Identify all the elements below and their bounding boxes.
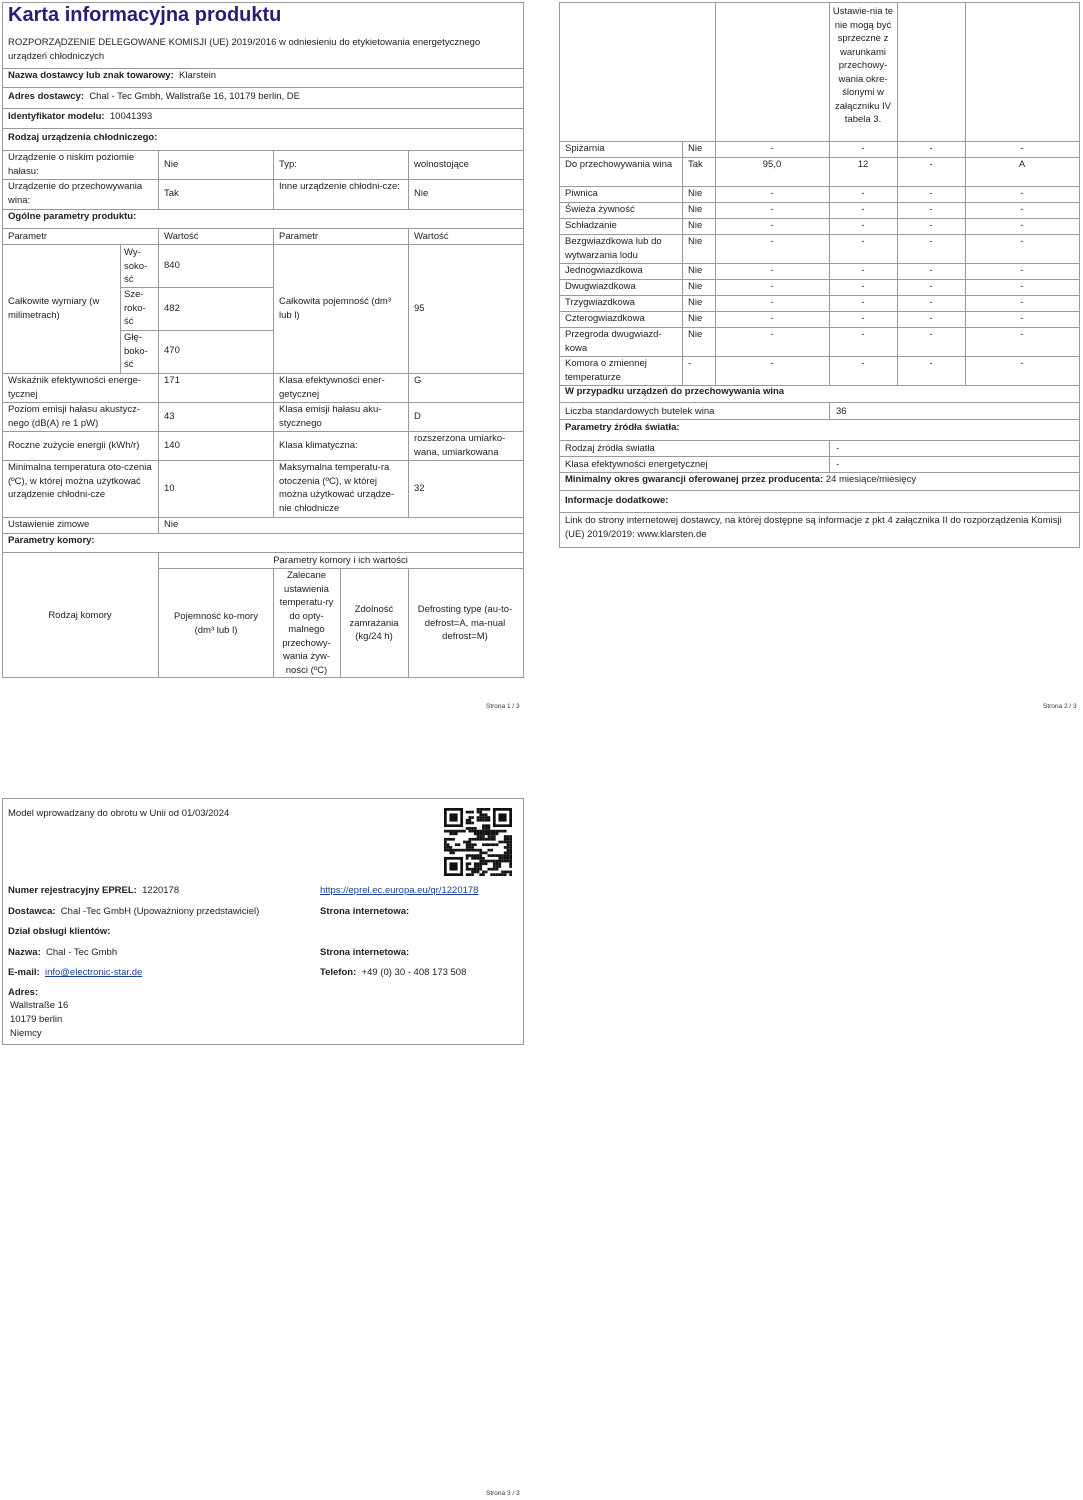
compartment-vol: -: [770, 204, 774, 215]
address-label-p3: Adres:: [8, 987, 39, 998]
wine-value: Tak: [164, 188, 179, 199]
column-divider: [715, 141, 716, 385]
compartment-freeze: -: [929, 297, 933, 308]
website-label-2: Strona internetowa:: [320, 947, 410, 958]
compartment-present: Nie: [688, 236, 703, 247]
compartment-temp: -: [861, 281, 865, 292]
other-value: Nie: [414, 188, 429, 199]
light-header: Parametry źródła światła:: [565, 422, 680, 433]
comp-temp: Zalecane ustawienia temperatu-ry do opty-malnego przechowy-wania żyw-ności (ºC): [279, 570, 334, 676]
compartment-defrost: -: [1020, 204, 1024, 215]
compartment-name: Komora o zmiennej temperaturze: [565, 358, 647, 383]
compartment-temp: -: [861, 188, 865, 199]
wine-header: W przypadku urządzeń do przechowywania wina: [565, 386, 785, 397]
compartment-present: Nie: [688, 220, 703, 231]
volume-value: 95: [414, 303, 425, 314]
wine-label: Urządzenie do przechowywania wina:: [8, 181, 143, 206]
dims-label: Całkowite wymiary (w milimetrach): [8, 296, 100, 321]
compartment-defrost: -: [1020, 358, 1024, 369]
typ-value: wolnostojące: [414, 159, 469, 170]
column-divider: [965, 141, 966, 385]
compartment-defrost: -: [1020, 220, 1024, 231]
address-label: Adres dostawcy:: [8, 91, 85, 102]
compartment-name: Schładzanie: [565, 220, 617, 231]
winter-value: Nie: [164, 519, 179, 530]
col-param2: Parametr: [279, 231, 319, 242]
noise-label: Poziom emisji hałasu akustycz-nego (dB(A) re 1 pW): [8, 404, 140, 429]
compartment-vol: -: [770, 313, 774, 324]
compartment-vol: -: [770, 281, 774, 292]
compartment-freeze: -: [929, 159, 933, 170]
bottles-value: 36: [836, 406, 847, 417]
compartment-freeze: -: [929, 313, 933, 324]
eei-label: Wskaźnik efektywności energe-tycznej: [8, 375, 142, 400]
light-type-value: -: [836, 443, 840, 454]
compartment-vol: -: [770, 220, 774, 231]
eclass-label: Klasa efektywności ener-getycznej: [279, 375, 385, 400]
compartment-name: Piwnica: [565, 188, 598, 199]
compartment-present: Nie: [688, 281, 703, 292]
compartment-vol: -: [770, 297, 774, 308]
compartment-vol: 95,0: [762, 159, 782, 170]
other-label: Inne urządzenie chłodni-cze:: [279, 181, 400, 192]
compartment-freeze: -: [929, 329, 933, 340]
compartment-defrost: -: [1020, 297, 1024, 308]
col-value: Wartość: [164, 231, 199, 242]
model-value: 10041393: [109, 111, 153, 122]
compartment-present: Tak: [688, 159, 703, 170]
compartment-name: Przegroda dwugwiazd-kowa: [565, 329, 662, 354]
depth-label: Głę-boko-ść: [124, 332, 148, 370]
model-label: Identyfikator modelu:: [8, 111, 105, 122]
compartment-freeze: -: [929, 281, 933, 292]
compartment-defrost: -: [1020, 329, 1024, 340]
compartment-vol: -: [770, 143, 774, 154]
compartment-freeze: -: [929, 188, 933, 199]
compartment-temp: -: [861, 220, 865, 231]
compartment-temp: -: [861, 329, 865, 340]
compartment-present: Nie: [688, 265, 703, 276]
compartment-name: Czterogwiazdkowa: [565, 313, 645, 324]
col-param: Parametr: [8, 231, 48, 242]
compartment-temp: -: [861, 236, 865, 247]
compartment-present: Nie: [688, 329, 703, 340]
winter-label: Ustawienie zimowe: [8, 519, 90, 530]
compartment-present: Nie: [688, 204, 703, 215]
volume-label: Całkowita pojemność (dm³ lub l): [279, 296, 391, 321]
warranty-label: Minimalny okres gwarancji oferowanej przez producenta:: [565, 474, 824, 485]
eprel-link[interactable]: https://eprel.ec.europa.eu/qr/1220178: [320, 885, 479, 896]
noise-class-label: Klasa emisji hałasu aku-stycznego: [279, 404, 382, 429]
compartment-temp: -: [861, 297, 865, 308]
supplier-value-p3: Chal -Tec GmbH (Upoważniony przedstawiciel): [60, 906, 260, 917]
phone-label: Telefon:: [320, 967, 357, 978]
column-divider: [829, 141, 830, 385]
page-2-footer: Strona 2 / 3: [1043, 703, 1077, 710]
compartment-freeze: -: [929, 358, 933, 369]
compartment-freeze: -: [929, 220, 933, 231]
compartment-defrost: -: [1020, 143, 1024, 154]
page-1-footer: Strona 1 / 3: [486, 703, 520, 710]
address-line-3: Niemcy: [10, 1028, 42, 1039]
compartment-name: Spiżarnia: [565, 143, 605, 154]
email-label: E-mail:: [8, 967, 40, 978]
compartment-freeze: -: [929, 143, 933, 154]
compartment-present: Nie: [688, 143, 703, 154]
address-value: Chal - Tec Gmbh, Wallstraße 16, 10179 berlin, DE: [89, 91, 300, 102]
comp-group-header: Parametry komory i ich wartości: [273, 555, 408, 566]
compartment-freeze: -: [929, 236, 933, 247]
max-temp-value: 32: [414, 483, 425, 494]
eclass-value: G: [414, 375, 422, 386]
supplier-label-p3: Dostawca:: [8, 906, 56, 917]
column-divider: [682, 141, 683, 385]
model-intro: Model wprowadzany do obrotu w Unii od 01/03/2024: [8, 808, 230, 819]
compartment-vol: -: [770, 358, 774, 369]
compartment-defrost: -: [1020, 281, 1024, 292]
low-noise-value: Nie: [164, 159, 179, 170]
compartment-defrost: -: [1020, 265, 1024, 276]
supplier-label: Nazwa dostawcy lub znak towarowy:: [8, 70, 174, 81]
compartment-name: Trzygwiazdkowa: [565, 297, 635, 308]
service-header: Dział obsługi klientów:: [8, 926, 111, 937]
name-label: Nazwa:: [8, 947, 41, 958]
compartment-present: -: [688, 358, 692, 369]
compartment-defrost: -: [1020, 236, 1024, 247]
compartment-defrost: -: [1020, 188, 1024, 199]
compartment-name: Jednogwiazdkowa: [565, 265, 643, 276]
supplier-value: Klarstein: [179, 70, 217, 81]
compartment-temp: -: [861, 204, 865, 215]
general-header: Ogólne parametry produktu:: [8, 211, 137, 222]
website-label: Strona internetowa:: [320, 906, 410, 917]
width-value: 482: [164, 303, 180, 314]
light-class-value: -: [836, 459, 840, 470]
type-header: Rodzaj urządzenia chłodniczego:: [8, 132, 158, 143]
min-temp-label: Minimalna temperatura oto-czenia (ºC), w której można użytkować urządzenie chłodni-cze: [8, 462, 152, 500]
phone-value: +49 (0) 30 - 408 173 508: [361, 967, 467, 978]
compartment-present: Nie: [688, 297, 703, 308]
compartment-temp: 12: [857, 159, 869, 170]
comp-header: Parametry komory:: [8, 535, 95, 546]
address-line-1: Wallstraße 16: [10, 1000, 69, 1011]
compartment-temp: -: [861, 265, 865, 276]
compartment-defrost: A: [1018, 159, 1026, 170]
compartment-name: Bezgwiazdkowa lub do wytwarzania lodu: [565, 236, 662, 261]
width-label: Sze-roko-ść: [124, 289, 146, 327]
compartment-temp: -: [861, 143, 865, 154]
address-line-2: 10179 berlin: [10, 1014, 63, 1025]
annual-label: Roczne zużycie energii (kWh/r): [8, 440, 140, 451]
comp-volume: Pojemność ko-mory (dm³ lub l): [174, 611, 258, 636]
name-value: Chal - Tec Gmbh: [46, 947, 118, 958]
compartment-vol: -: [770, 265, 774, 276]
bottles-label: Liczba standardowych butelek wina: [565, 406, 715, 417]
compartment-name: Dwugwiazdkowa: [565, 281, 636, 292]
compartment-name: Do przechowywania wina: [565, 159, 673, 170]
regulation-text: ROZPORZĄDZENIE DELEGOWANE KOMISJI (UE) 2019/2016 w odniesieniu do etykietowania energetycznego urządzeń chłodniczych: [8, 37, 481, 62]
email-link[interactable]: info@electronic-star.de: [44, 967, 143, 978]
climate-value: rozszerzona umiarko-wana, umiarkowana: [414, 433, 506, 458]
noise-value: 43: [164, 411, 175, 422]
compartment-present: Nie: [688, 188, 703, 199]
compartment-vol: -: [770, 188, 774, 199]
light-type-label: Rodzaj źródła światła: [565, 443, 655, 454]
height-value: 840: [164, 260, 180, 271]
eei-value: 171: [164, 375, 180, 386]
compartment-defrost: -: [1020, 313, 1024, 324]
compartment-vol: -: [770, 329, 774, 340]
compartment-present: Nie: [688, 313, 703, 324]
column-divider: [897, 141, 898, 385]
compartment-vol: -: [770, 236, 774, 247]
eprel-value: 1220178: [142, 885, 180, 896]
col-value2: Wartość: [414, 231, 449, 242]
light-class-label: Klasa efektywności energetycznej: [565, 459, 708, 470]
eprel-label: Numer rejestracyjny EPREL:: [8, 885, 137, 896]
compartment-freeze: -: [929, 204, 933, 215]
comp-freeze: Zdolność zamrażania (kg/24 h): [349, 604, 399, 642]
typ-label: Typ:: [279, 159, 297, 170]
min-temp-value: 10: [164, 483, 175, 494]
page-title: Karta informacyjna produktu: [8, 4, 282, 26]
warranty-value: 24 miesiące/miesięcy: [825, 474, 917, 485]
climate-label: Klasa klimatyczna:: [279, 440, 358, 451]
qr-code-icon: [444, 808, 512, 876]
depth-value: 470: [164, 345, 180, 356]
max-temp-label: Maksymalna temperatu-ra otoczenia (ºC), w której można użytkować urządze-nie chłodnicze: [279, 462, 395, 514]
compartment-temp: -: [861, 313, 865, 324]
comp-defrost: Defrosting type (au-to-defrost=A, ma-nual defrost=M): [417, 604, 513, 642]
supplier-link-text: Link do strony internetowej dostawcy, na której dostępne są informacje z pkt 4 załącznika II do rozporządzenia Komisji (UE) 2019/2019: www.klarsten.de: [565, 515, 1062, 540]
low-noise-label: Urządzenie o niskim poziomie hałasu:: [8, 152, 135, 177]
noise-class-value: D: [414, 411, 421, 422]
compartment-name: Świeża żywność: [565, 204, 635, 215]
compartment-temp: -: [861, 358, 865, 369]
page-3-footer: Strona 3 / 3: [486, 1490, 520, 1497]
extra-header: Informacje dodatkowe:: [565, 495, 669, 506]
compartment-freeze: -: [929, 265, 933, 276]
comp-type: Rodzaj komory: [48, 610, 112, 621]
annual-value: 140: [164, 440, 180, 451]
top-note: Ustawie-nia te nie mogą być sprzeczne z warunkami przechowy-wania okre-ślonymi w załączniku IV tabela 3.: [832, 6, 894, 125]
height-label: Wy-soko-ść: [124, 247, 148, 285]
